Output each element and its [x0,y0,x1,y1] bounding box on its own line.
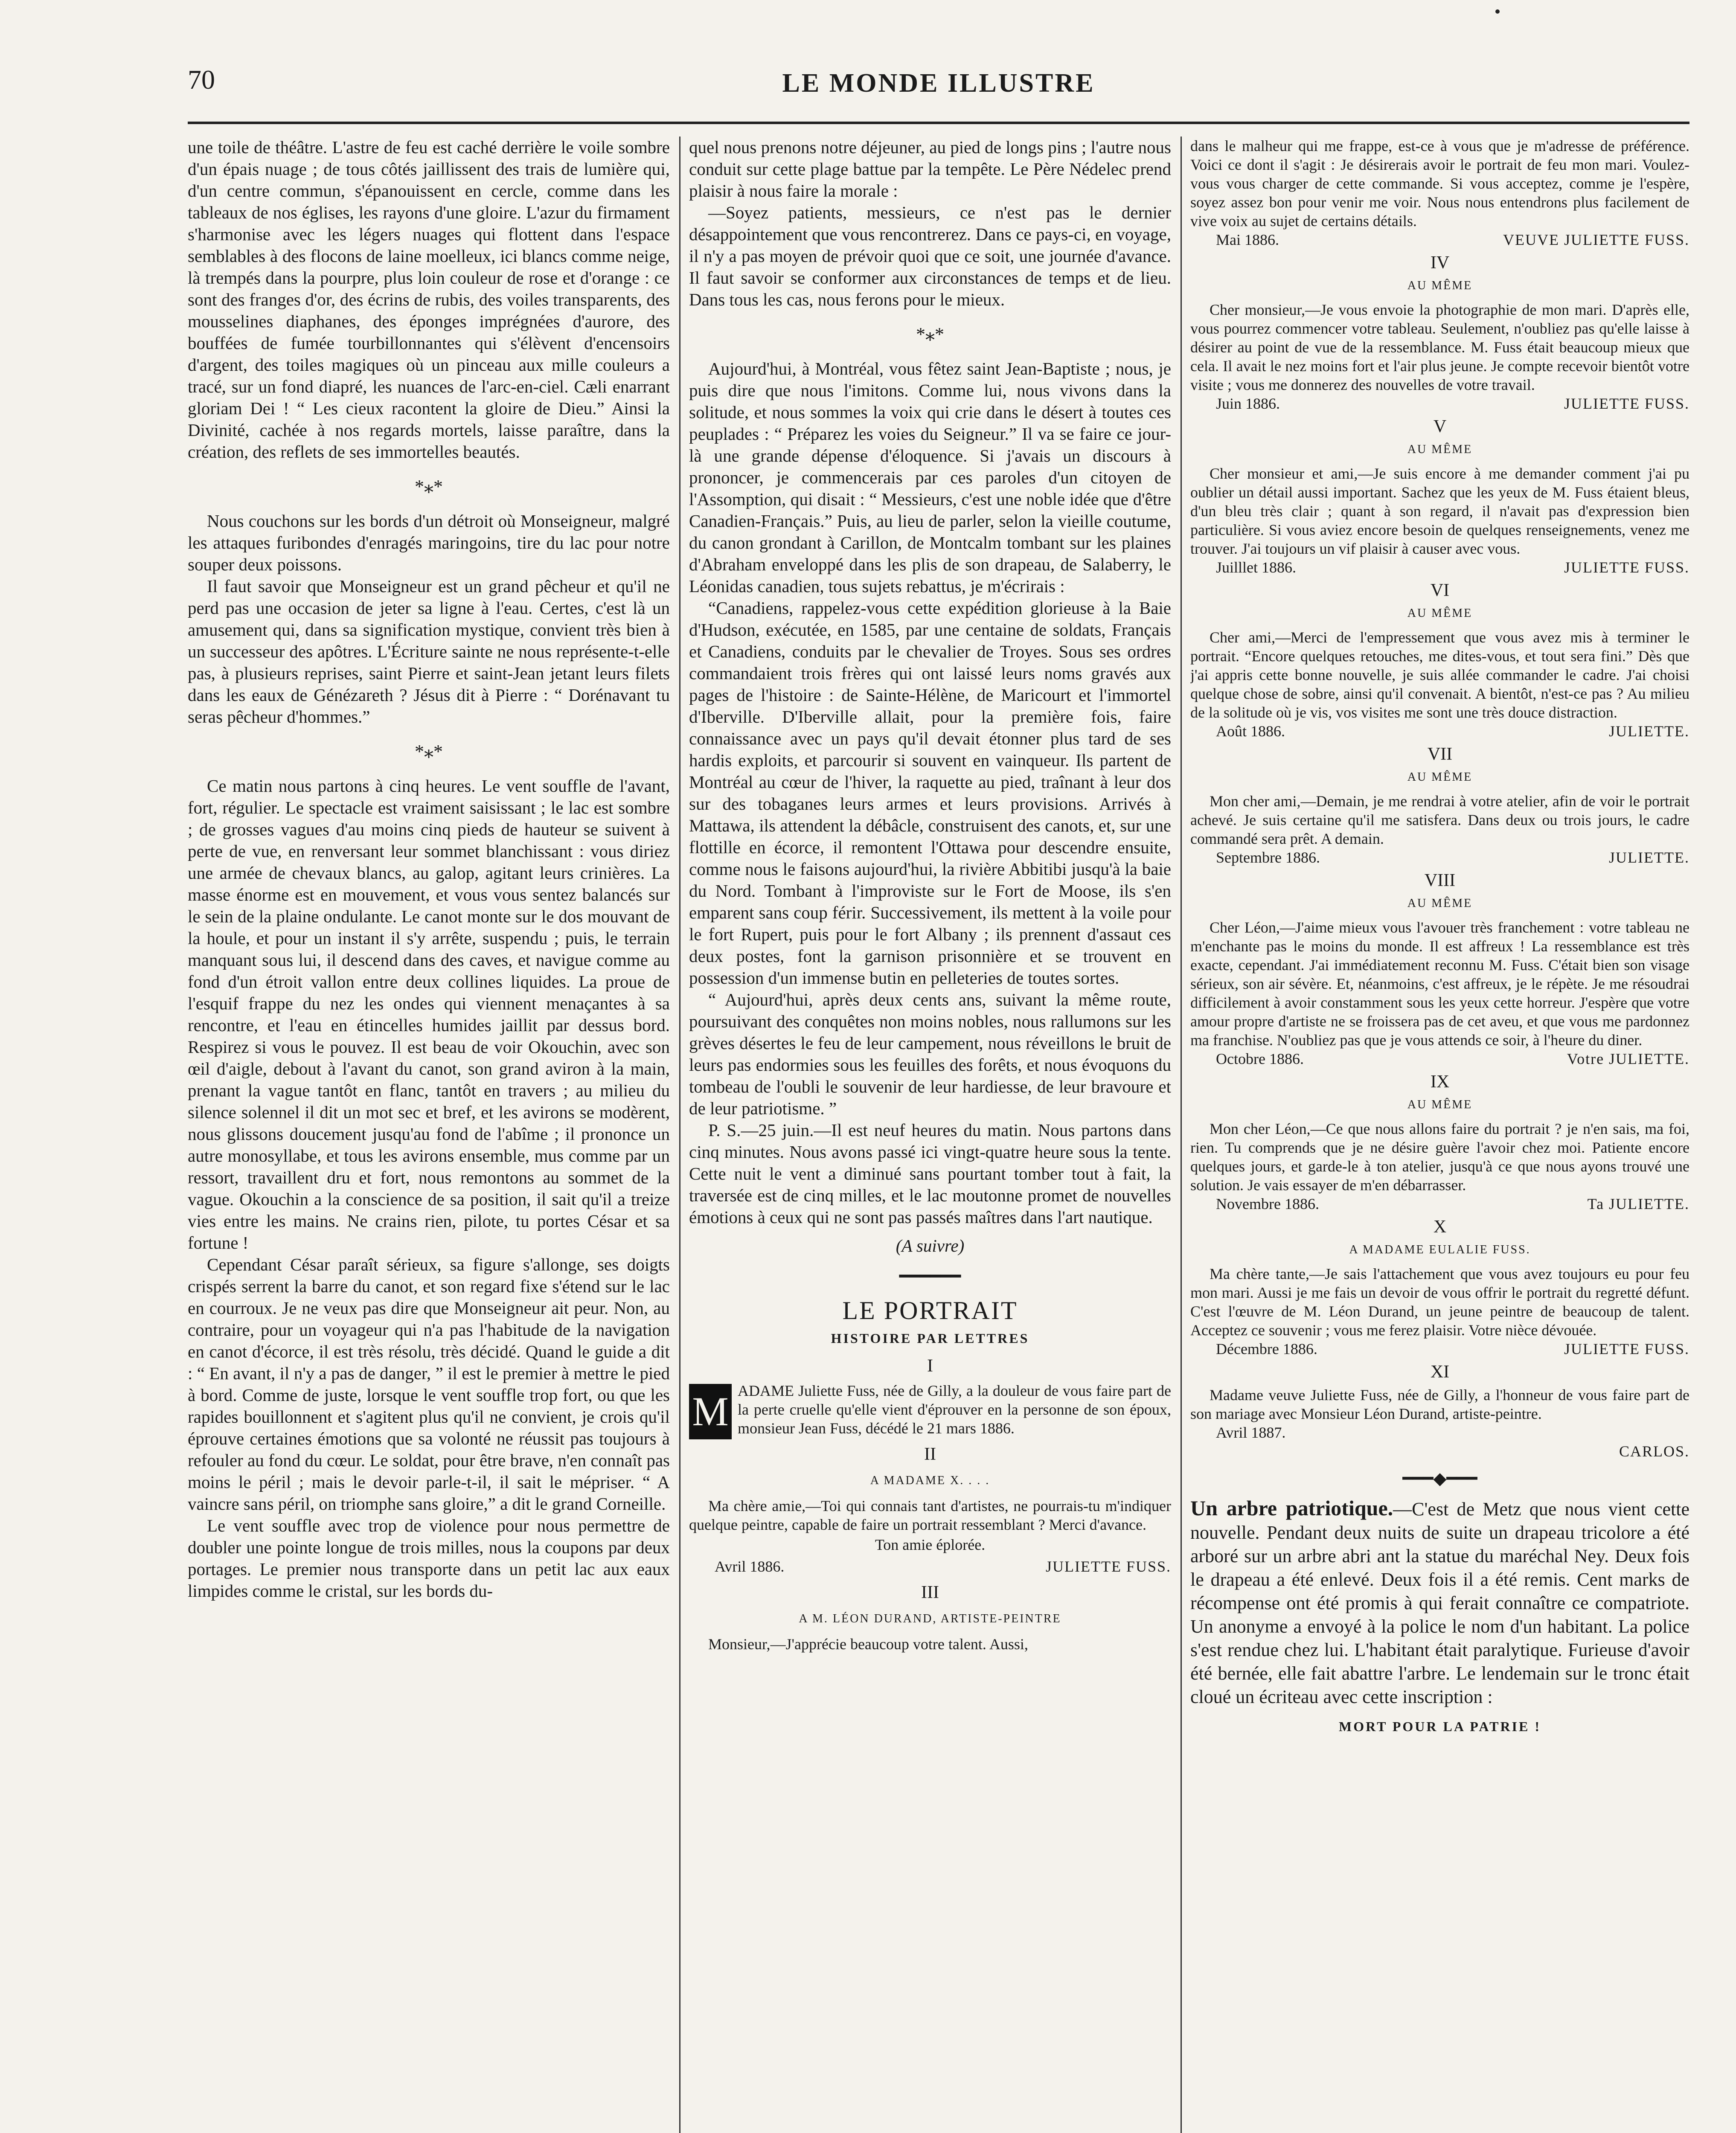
letter-signature [1190,1340,1689,1358]
paragraph: Aujourd'hui, à Montréal, vous fêtez saint Jean-Baptiste ; nous, je puis dire que nous l'imitons. Comme lui, nous vivons dans la solitude, et nous sommes la voix qui crie dans le désert à toutes ces peuplades : “ Préparez les voies du Seigneur.” Il va se faire ce jour-là une grande dépense d'éloquence. Si j'avais un discours à prononcer, je commencerais par ces paroles d'un citoyen de l'Assomption, qui disait : “ Messieurs, c'est une noble idée que d'être Canadien-Français.” Puis, au lieu de parler, selon la vieille coutume, du canon grondant à Carillon, de Montcalm tombant sur les plaines d'Abraham enveloppé dans les plis de son drapeau, de Salaberry, le Léonidas canadien, tous sujets rebattus, je m'écrirais : [689,359,1171,596]
letter-recipient: AU MÊME [1407,279,1473,292]
drop-cap: M [689,1384,732,1439]
page-header [188,64,1689,119]
letter-number: I [927,1356,933,1376]
page-number: 70 [188,64,215,95]
letter-1 [689,1381,1171,1439]
letter-signer: VEUVE JULIETTE FUSS. [1503,231,1689,248]
letter-text: Cher monsieur et ami,—Je suis encore à me demander comment j'ai pu oublier un détail aussi important. Sachez que les yeux de M. Fuss étaient bleus, d'un bleu très clair ; quant à son regard, il n'avait pas d'expression bien particulière. Si vous aviez encore besoin de quelques renseignements, venez me trouver. J'ai toujours un vif plaisir à causer avec vous. [1190,465,1689,557]
letter-date: Décembre 1886. [1216,1340,1317,1357]
letter-recipient: AU MÊME [1407,770,1473,784]
letter-signature [1190,558,1689,577]
paragraph: Le vent souffle avec trop de violence pour nous permettre de doubler une pointe longue de trois milles, nous la coupons par deux portages. Le premier nous transporte dans un petit lac aux eaux limpides comme le cristal, sur les bords du- [188,1516,670,1601]
letter-recipient: AU MÊME [1407,1098,1473,1111]
section-stars: *⁎* [415,476,443,497]
letter-signature [689,1556,1171,1578]
letter-date: Avril 1887. [1216,1424,1286,1441]
letter-text: Cher Léon,—J'aime mieux vous l'avouer très franchement : votre tableau ne m'enchante pas le moins du monde. Il est affreux ! La ressemblance est très exacte, cependant. J'ai immédiatement reconnu M. Fuss. C'était bien son visage sérieux, son air sévère. Et, néanmoins, c'est affreux, je le répète. Je me résoudrai difficilement à avoir constamment sous les yeux cette horreur. J'espère que votre amour propre d'artiste ne se froissera pas de cet aveu, et que vous me pardonnez ma franchise. N'oubliez pas que je vous attends ce soir, à l'heure du diner. [1190,919,1689,1049]
header-rule [188,122,1689,124]
news-text: —C'est de Metz que nous vient cette nouvelle. Pendant deux nuits de suite un drapeau tricolore a été arboré sur un arbre abri ant la statue du maréchal Ney. Deux fois le drapeau a été enlevé. Deux fois il a été remis. Cent marks de récompense ont été promis à qui ferait connaître ce compatriote. Un anonyme a envoyé à la police le nom d'un habitant. La police s'est rendue chez lui. L'habitant était paralytique. Furieuse d'avoir été bernée, elle fait abattre l'arbre. Le lendemain sur le tronc était cloué un écriteau avec cette inscription : [1190,1499,1689,1707]
letter-text: Cher monsieur,—Je vous envoie la photographie de mon mari. D'après elle, vous pourrez commencer votre tableau. Seulement, n'oubliez pas qu'elle laisse à désirer au point de vue de la ressemblance. M. Fuss était beaucoup mieux que cela. Il avait le nez moins fort et l'air plus jeune. Je compte recevoir bientôt votre visite ; vous me donnerez des nouvelles de votre travail. [1190,301,1689,393]
letter-signature [1190,848,1689,867]
letter-date: Mai 1886. [1216,231,1279,248]
ornament-divider: ━━━━━━ [899,1267,961,1286]
letter-recipient: A MADAME X. . . . [870,1474,990,1487]
letter-text: dans le malheur qui me frappe, est-ce à vous que je m'adresse de préférence. Voici ce dont il s'agit : Je désirerais avoir le portrait de feu mon mari. Voulez-vous vous charger de cette commande. Si vous acceptez, comme je l'espère, soyez assez bon pour venir me voir. Nous nous entendrons plus facilement de vive voix au sujet de certains détails. [1190,137,1689,230]
letter-text: Ma chère amie,—Toi qui connais tant d'artistes, ne pourrais-tu m'indiquer quelque peintre, capable de faire un portrait ressemblant ? Merci d'avance. [689,1497,1171,1533]
letter-text: ADAME Juliette Fuss, née de Gilly, a la douleur de vous faire part de la perte cruelle qu'elle vient d'éprouver en la personne de son époux, monsieur Jean Fuss, décédé le 21 mars 1886. [738,1382,1171,1437]
news-item [1190,1497,1689,1709]
story-title: LE PORTRAIT [842,1296,1018,1325]
letter-signer: JULIETTE FUSS. [1564,395,1689,412]
letter-closing: Ton amie éplorée. [875,1536,986,1553]
paragraph: Cependant César paraît sérieux, sa figure s'allonge, ses doigts crispés serrent la barre du canot, et son regard fixe s'étend sur le lac en courroux. Je ne veux pas dire que Monseigneur ait peur. Non, au contraire, pour un voyageur qui n'a pas l'habitude de la navigation en canot d'écorce, il est très résolu, très décidé. Quand le guide a dit : “ En avant, il n'y a pas de danger, ” il est le premier à mettre le pied à bord. Comme de juste, lorsque le vent souffle trop fort, ou que les rapides bouillonnent et s'agitent plus qu'il ne convient, je crois qu'il éprouve certaines émotions que sa volonté ne réussit pas toujours à refouler au fond du cœur. Le soldat, pour être brave, n'en connaît pas moins le péril ; mais le devoir parle-t-il, il sait le mépriser. “ A vaincre sans péril, on triomphe sans gloire,” a dit le grand Corneille. [188,1255,670,1514]
letter-date: Septembre 1886. [1216,849,1320,866]
paragraph: “ Aujourd'hui, après deux cents ans, suivant la même route, poursuivant des conquêtes non moins nobles, nous rallumons sur les grèves désertes le feu de leur campement, nous réveillons le bruit de leurs pas endormies sous les feuilles des forêts, et nous évoquons du tombeau de l'oubli le souvenir de leur hardiesse, de leur bravoure et de leur patriotisme. ” [689,990,1171,1118]
to-be-continued: (A suivre) [896,1236,965,1255]
letter-signer: JULIETTE FUSS. [1564,559,1689,576]
letter-text: Madame veuve Juliette Fuss, née de Gilly, a l'honneur de vous faire part de son mariage avec Monsieur Léon Durand, artiste-peintre. [1190,1386,1689,1422]
paragraph: Il faut savoir que Monseigneur est un grand pêcheur et qu'il ne perd pas une occasion de jeter sa ligne à l'eau. Certes, c'est là un amusement qui, dans sa signification mystique, convient très bien à un successeur des apôtres. L'Écriture sainte ne nous représente-t-elle pas, à plusieurs reprises, saint Pierre et saint-Jean jetant leurs filets dans les eaux de Génézareth ? Jésus dit à Pierre : “ Dorénavant tu seras pêcheur d'hommes.” [188,576,670,726]
letter-number: VI [1430,581,1450,600]
ornament-divider: ━━━◆━━━ [1402,1469,1477,1488]
letter-signer: JULIETTE FUSS. [1564,1340,1689,1357]
section-stars: *⁎* [916,324,944,345]
masthead-title: LE MONDE ILLUSTRE [782,69,1095,98]
column-2 [689,137,1171,2133]
letter-text: Monsieur,—J'apprécie beaucoup votre talent. Aussi, [708,1636,1028,1653]
letter-recipient: AU MÊME [1407,607,1473,620]
paragraph: “Canadiens, rappelez-vous cette expédition glorieuse à la Baie d'Hudson, exécutée, en 1585, par une centaine de soldats, Français et Canadiens, conduits par le chevalier de Troyes. Sous ses ordres commandaient trois frères qui ont laissé leurs noms gravés aux pages de l'histoire : de Sainte-Hélène, de Maricourt et l'immortel d'Iberville. D'Iberville allait, pour la première fois, faire connaissance avec un pays qu'il devait étonner plus tard de ses hardis exploits, et parcourir si souvent en vainqueur. Ils partent de Montréal au cœur de l'hiver, la raquette au pied, traînant à leur dos sur des tobaganes leurs armes et leurs provisions. Arrivés à Mattawa, ils attendent la débâcle, construisent des canots, et, sur une flottille en écorce, il remontent l'Ottawa pour descendre ensuite, comme nous le faisons aujourd'hui, la rivière Abbitibi jusqu'à la baie du Nord. Tombant à l'improviste sur le Fort de Moose, ils s'en emparent sans coup férir. Successivement, ils mettent à la voile pour le fort Rupert, puis pour le fort Albany ; ils prennent d'assaut ces deux postes, font la garnison prisonnière et se trouvent en possession d'un immense butin en pelleteries de toutes sortes. [689,598,1171,988]
letter-text: Ma chère tante,—Je sais l'attachement que vous avez toujours eu pour feu mon mari. Aussi je me fais un devoir de vous offrir le portrait du regretté défunt. C'est l'œuvre de M. Léon Durand, un jeune peintre de beaucoup de talent. Acceptez ce souvenir ; vous me ferez plaisir. Votre nièce dévouée. [1190,1265,1689,1339]
letter-signature [1190,1049,1689,1068]
letter-signer: JULIETTE. [1609,723,1689,740]
column-1 [188,137,670,2133]
letter-recipient: AU MÊME [1407,443,1473,456]
news-headline: Un arbre patriotique. [1190,1496,1393,1520]
ink-dot [1495,9,1500,14]
letter-signer: JULIETTE FUSS. [1045,1558,1171,1575]
story-author: CARLOS. [1619,1443,1689,1460]
letter-recipient: A M. LÉON DURAND, ARTISTE-PEINTRE [799,1612,1061,1625]
letter-text: Mon cher ami,—Demain, je me rendrai à votre atelier, afin de voir le portrait achevé. Je suis certaine qu'il me satisfera. Dans deux ou trois jours, le cadre commandé sera prêt. A demain. [1190,793,1689,847]
letter-date: Août 1886. [1216,723,1285,740]
paragraph: Nous couchons sur les bords d'un détroit où Monseigneur, malgré les attaques furibondes d'enragés maringoins, tire du lac pour notre souper deux poissons. [188,511,670,574]
letter-signature [1190,1194,1689,1213]
letter-recipient: A MADAME EULALIE FUSS. [1349,1243,1531,1256]
letter-number: XI [1430,1362,1450,1382]
paragraph: une toile de théâtre. L'astre de feu est caché derrière le voile sombre d'un épais nuage ; de tous côtés jaillissent des trais de lumière qui, d'un centre commun, s'épanouissent en cercle, comme dans les tableaux de nos églises, les rayons d'une gloire. L'azur du firmament s'harmonise avec les légers nuages qui flottent dans l'espace semblables à des flocons de laine moelleux, ici blancs comme neige, là trempés dans la pourpre, plus loin couleur de rose et d'orange : ce sont des franges d'or, des écrins de rubis, des voiles transparents, des mousselines diaphanes, des éponges imprégnées d'aurore, des bouffées de fumée tourbillonnantes qui s'élèvent d'encensoirs d'argent, des toiles magiques où un pinceau aux mille couleurs a tracé, sur un fond diapré, les nuances de l'arc-en-ciel. Cæli enarrant gloriam Dei ! “ Les cieux racontent la gloire de Dieu.” Ainsi la Divinité, cachée à nos regards mortels, laisse paraître, dans la création, des reflets de ses immortelles beautés. [188,137,670,462]
paragraph: —Soyez patients, messieurs, ce n'est pas le dernier désappointement que vous rencontrerez. Dans ce pays-ci, en voyage, il n'y a pas moyen de prévoir quoi que ce soit, une journée d'avance. Il faut savoir se conformer aux circonstances de temps et de lieu. Dans tous les cas, nous ferons pour le mieux. [689,203,1171,309]
letter-date: Avril 1886. [715,1558,785,1575]
letter-date: Juin 1886. [1216,395,1280,412]
letter-number: IX [1430,1072,1450,1092]
letter-number: II [924,1444,936,1464]
letter-date: Novembre 1886. [1216,1195,1319,1212]
letter-signer: JULIETTE. [1609,849,1689,866]
paragraph: Ce matin nous partons à cinq heures. Le vent souffle de l'avant, fort, régulier. Le spectacle est vraiment saisissant ; le lac est sombre ; de grosses vagues d'au moins cinq pieds de hauteur se suivent à perte de vue, en renversant leur sommet blanchissant : vous diriez une armée de chevaux blancs, au galop, agitant leurs crinières. La masse énorme est en mouvement, et vous vous sentez balancés sur le sein de la plaine ondulante. Le canot monte sur le dos mouvant de la houle, et pour un instant il s'y arrête, suspendu ; puis, le terrain manquant sous lui, il descend dans des caves, et navigue comme au fond d'un étroit vallon entre deux collines liquides. La proue de l'esquif frappe du nez les ondes qui viennent menaçantes à sa rencontre, et l'eau en étincelles humides jaillit par dessus bord. Respirez si vous le pouvez. Il est beau de voir Okouchin, avec son œil d'aigle, debout à l'avant du canot, son grand aviron à la main, prenant la vague tantôt en flanc, tantôt en travers ; au milieu du silence solennel il dit un mot sec et bref, et les avirons se modèrent, nous glissons doucement jusqu'au fond de l'abîme ; il prononce un autre monosyllabe, et tous les avirons ensemble, mus comme par un ressort, travaillent dru et fort, nous remontons au sommet de la vague. Okouchin a la conscience de sa position, il sait qu'il a treize vies entre les mains. Ne crains rien, pilote, tu portes César et sa fortune ! [188,776,670,1252]
letter-date: Juilllet 1886. [1216,559,1296,576]
letter-text: Mon cher Léon,—Ce que nous allons faire du portrait ? je n'en sais, ma foi, rien. Tu comprends que je ne désire guère l'avoir chez moi. Patiente encore quelques jours, et garde-le à ton atelier, jusqu'à ce que nous ayons trouvé une solution. Je vais essayer de m'en débarrasser. [1190,1120,1689,1194]
letter-recipient: AU MÊME [1407,897,1473,910]
letter-signer: Ta JULIETTE. [1587,1195,1689,1212]
letter-signature [1190,394,1689,413]
column-divider [1181,137,1182,2133]
paragraph: quel nous prenons notre déjeuner, au pied de longs pins ; l'autre nous conduit sur cette plage battue par la tempête. Le Père Nédelec prend plaisir à nous faire la morale : [689,137,1171,201]
letter-number: V [1433,417,1447,436]
column-3 [1190,137,1689,2133]
letter-signature [1190,722,1689,741]
paragraph: P. S.—25 juin.—Il est neuf heures du matin. Nous partons dans cinq minutes. Nous avons passé ici vingt-quatre heure sous la tente. Cette nuit le vent a diminué sans pourtant tomber tout à fait, la traversée est de cinq milles, et le lac moutonne promet de nouvelles émotions à ceux qui ne sont pas passés maîtres dans l'art nautique. [689,1120,1171,1227]
letter-signer: Votre JULIETTE. [1567,1050,1689,1067]
letter-signature [1190,230,1689,249]
letter-text: Cher ami,—Merci de l'empressement que vous avez mis à terminer le portrait. “Encore quelques retouches, me dites-vous, et tout sera fini.” Dès que j'ai appris cette bonne nouvelle, je suis allée commander le cadre. J'ai choisi quelque chose de sobre, ainsi qu'il convenait. A bientôt, n'est-ce pas ? Au milieu de la solitude où je vis, vos visites me sont une très douce distraction. [1190,629,1689,721]
section-stars: *⁎* [415,741,443,762]
column-divider [679,137,680,2133]
letter-number: IV [1430,253,1450,273]
letter-number: VII [1427,744,1453,764]
letter-date: Octobre 1886. [1216,1050,1304,1067]
story-subtitle: HISTOIRE PAR LETTRES [831,1331,1029,1346]
letter-number: X [1433,1217,1447,1237]
letter-number: VIII [1424,871,1456,890]
news-inscription: MORT POUR LA PATRIE ! [1339,1719,1541,1734]
letter-number: III [921,1583,939,1602]
